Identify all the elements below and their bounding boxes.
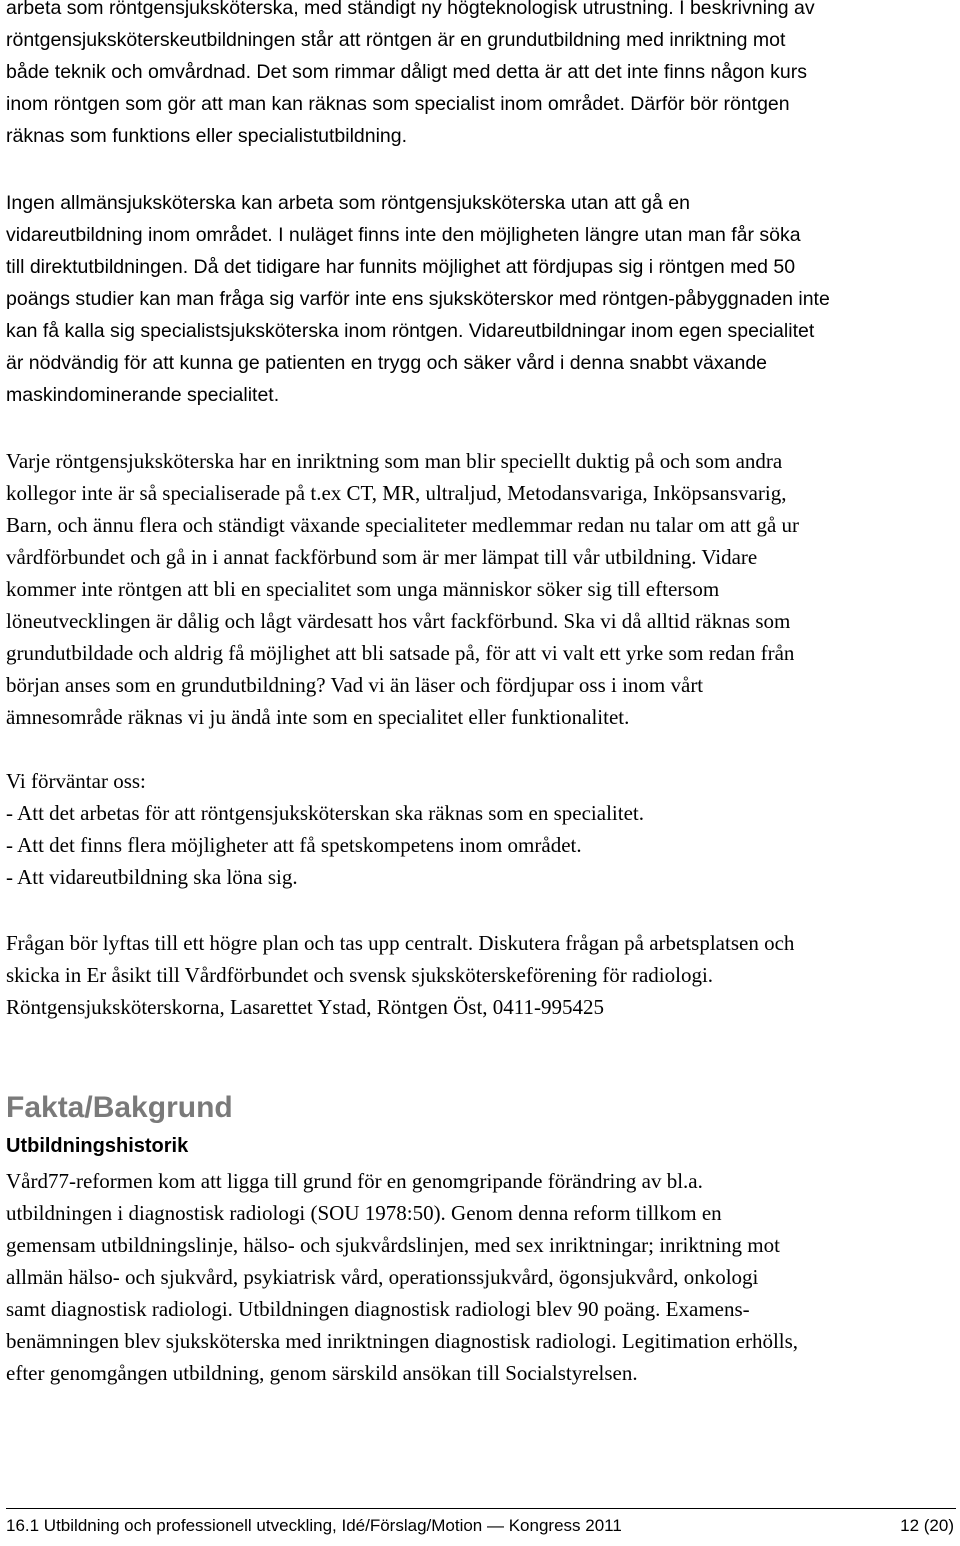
expectations-list bbox=[6, 765, 954, 893]
text-line: är nödvändig för att kunna ge patienten en trygg och säker vård i denna snabbt växande bbox=[6, 352, 768, 374]
text-line: kollegor inte är så specialiserade på t.ex CT, MR, ultraljud, Metodansvariga, Inköpsansvarig, bbox=[6, 481, 787, 505]
text-line: löneutvecklingen är dålig och lågt värdesatt hos vårt fackförbund. Ska vi då alltid räknas som bbox=[6, 609, 791, 633]
subsection-heading: Utbildningshistorik bbox=[6, 1135, 189, 1157]
text-line: Röntgensjuksköterskorna, Lasarettet Ystad, Röntgen Öst, 0411-995425 bbox=[6, 995, 605, 1019]
list-item: - Att det arbetas för att röntgensjuksköterskan ska räknas som en specialitet. bbox=[6, 801, 644, 825]
text-line: Vård77-reformen kom att ligga till grund för en genomgripande förändring av bl.a. bbox=[6, 1169, 703, 1193]
footer-title: 16.1 Utbildning och professionell utveckling, Idé/Förslag/Motion — Kongress 2011 bbox=[6, 1516, 622, 1535]
paragraph-vidareutbildning bbox=[6, 187, 954, 411]
text-line: kan få kalla sig specialistsjuksköterska inom röntgen. Vidareutbildningar inom egen specialitet bbox=[6, 320, 815, 342]
text-line: vidareutbildning inom området. I nuläget finns inte den möjligheten längre utan man får söka bbox=[6, 224, 801, 246]
text-line: Barn, och ännu flera och ständigt växande specialiteter medlemmar redan nu talar om att gå ur bbox=[6, 513, 800, 537]
text-line: poängs studier kan man fråga sig varför inte ens sjuksköterskor med röntgen-påbyggnaden inte bbox=[6, 288, 830, 310]
text-line: benämningen blev sjuksköterska med inriktningen diagnostisk radiologi. Legitimation erhölls, bbox=[6, 1329, 799, 1353]
paragraph-conclusion bbox=[6, 927, 954, 1023]
text-line: utbildningen i diagnostisk radiologi (SOU 1978:50). Genom denna reform tillkom en bbox=[6, 1201, 722, 1225]
text-line: allmän hälso- och sjukvård, psykiatrisk vård, operationssjukvård, ögonsjukvård, onkologi bbox=[6, 1265, 759, 1289]
text-line: Ingen allmänsjuksköterska kan arbeta som röntgensjuksköterska utan att gå en bbox=[6, 192, 690, 214]
text-line: räknas som funktions eller specialistutbildning. bbox=[6, 125, 408, 147]
text-line: gemensam utbildningslinje, hälso- och sjukvårdslinjen, med sex inriktningar; inriktning mot bbox=[6, 1233, 780, 1257]
paragraph-history bbox=[6, 1165, 954, 1389]
paragraph-inriktning bbox=[6, 445, 954, 733]
text-line: början anses som en grundutbildning? Vad vi än läser och fördjupar oss i inom vårt bbox=[6, 673, 704, 697]
page-number: 12 (20) bbox=[900, 1516, 954, 1535]
list-heading: Vi förväntar oss: bbox=[6, 769, 146, 793]
text-line: arbeta som röntgensjuksköterska, med ständigt ny högteknologisk utrustning. I beskrivning av bbox=[6, 0, 815, 19]
text-line: ämnesområde räknas vi ju ändå inte som en specialitet eller funktionalitet. bbox=[6, 705, 630, 729]
list-item: - Att vidareutbildning ska löna sig. bbox=[6, 865, 298, 889]
text-line: maskindominerande specialitet. bbox=[6, 384, 280, 406]
text-line: Frågan bör lyftas till ett högre plan och tas upp centralt. Diskutera frågan på arbetsplatsen och bbox=[6, 931, 795, 955]
text-line: röntgensjuksköterskeutbildningen står att röntgen är en grundutbildning med inriktning mot bbox=[6, 29, 786, 51]
text-line: grundutbildade och aldrig få möjlighet att bli satsade på, för att vi valt ett yrke som redan från bbox=[6, 641, 795, 665]
list-item: - Att det finns flera möjligheter att få spetskompetens inom området. bbox=[6, 833, 582, 857]
footer-divider bbox=[6, 1508, 956, 1509]
text-line: Varje röntgensjuksköterska har en inriktning som man blir speciellt duktig på och som andra bbox=[6, 449, 783, 473]
text-line: samt diagnostisk radiologi. Utbildningen diagnostisk radiologi blev 90 poäng. Examens- bbox=[6, 1297, 750, 1321]
text-line: till direktutbildningen. Då det tidigare har funnits möjlighet att fördjupas sig i röntgen med 50 bbox=[6, 256, 796, 278]
section-heading: Fakta/Bakgrund bbox=[6, 1091, 233, 1124]
text-line: efter genomgången utbildning, genom särskild ansökan till Socialstyrelsen. bbox=[6, 1361, 638, 1385]
text-line: både teknik och omvårdnad. Det som rimmar dåligt med detta är att det inte finns någon kurs bbox=[6, 61, 807, 83]
paragraph-intro bbox=[6, 0, 954, 152]
text-line: inom röntgen som gör att man kan räknas som specialist inom området. Därför bör röntgen bbox=[6, 93, 790, 115]
text-line: vårdförbundet och gå in i annat fackförbund som är mer lämpat till vår utbildning. Vidare bbox=[6, 545, 758, 569]
text-line: skicka in Er åsikt till Vårdförbundet och svensk sjuksköterskeförening för radiologi. bbox=[6, 963, 714, 987]
text-line: kommer inte röntgen att bli en specialitet som unga människor söker sig till eftersom bbox=[6, 577, 720, 601]
